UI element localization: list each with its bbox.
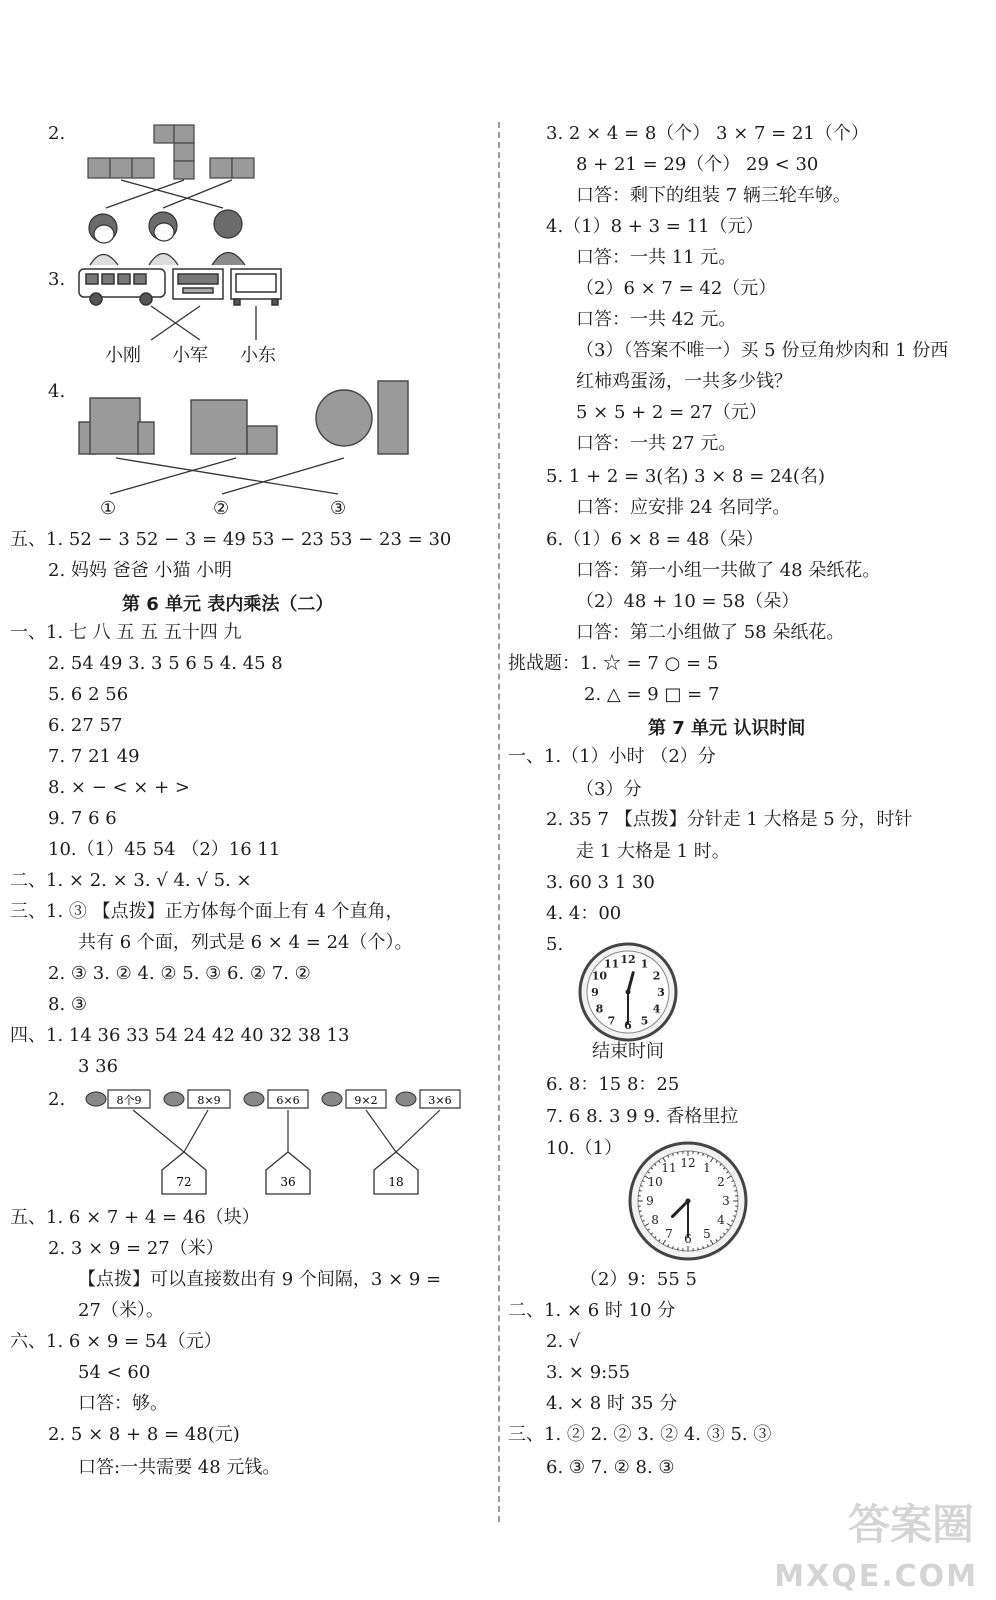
- t-section-1-q4: 4. 4：00: [546, 903, 622, 924]
- clock-numeral: 10: [647, 1175, 663, 1189]
- section-6-q1-answer: 口答：够。: [78, 1393, 168, 1414]
- watermark-url: MXQE.COM: [774, 1559, 978, 1594]
- view-block: [110, 158, 132, 178]
- view-block: [138, 422, 154, 454]
- t-section-1-q10-2: （2）9：55 5: [580, 1269, 697, 1290]
- r-q4-2: （2）6 × 7 = 42（元）: [576, 278, 777, 299]
- view-block: [174, 161, 194, 179]
- section-1-q6: 6. 27 57: [48, 715, 123, 736]
- clock-numeral: 11: [661, 1161, 677, 1176]
- bus-front-icon: [231, 269, 281, 305]
- view-block: [378, 381, 408, 454]
- q4-label: 4.: [48, 381, 66, 402]
- clock-numeral: 7: [607, 1014, 616, 1028]
- match-name: 小刚: [105, 345, 141, 366]
- t-section-2-q2: 2. √: [546, 1331, 581, 1352]
- animal-icon: [244, 1092, 264, 1106]
- r-q4-3-calc: 5 × 5 + 2 = 27（元）: [576, 402, 767, 423]
- clock-numeral: 12: [680, 1156, 696, 1170]
- circled-answer: ①: [100, 498, 117, 519]
- t-section-1-q10-label: 10.（1）: [546, 1138, 623, 1159]
- t-section-3-q1: 三、1. ② 2. ② 3. ② 4. ③ 5. ③: [508, 1424, 772, 1445]
- end-time-clock: [576, 942, 680, 1042]
- view-circle: [316, 390, 372, 446]
- section-4-q1: 四、1. 14 36 33 54 24 42 40 32 38 13: [10, 1025, 350, 1046]
- house-label: 18: [388, 1175, 404, 1189]
- boy-back-icon: [212, 210, 245, 265]
- clock-numeral: 10: [591, 969, 608, 983]
- view-block: [247, 426, 277, 454]
- view-block: [174, 125, 194, 143]
- section-3-q1-cont: 共有 6 个面，列式是 6 × 4 = 24（个）。: [78, 932, 413, 953]
- match-name: 小军: [172, 345, 208, 366]
- r-q4-3-cont: 红柿鸡蛋汤，一共多少钱？: [576, 371, 792, 392]
- t-section-1-q2-cont: 走 1 大格是 1 时。: [576, 841, 730, 862]
- view-block: [154, 125, 174, 143]
- r-q6-2: （2）48 + 10 = 58（朵）: [576, 591, 800, 612]
- t-section-1-q6: 6. 8：15 8：25: [546, 1074, 680, 1095]
- boy-icon: [89, 214, 118, 265]
- clock-numeral: 4: [717, 1213, 725, 1227]
- clock-tick: [734, 1211, 736, 1212]
- animal-icon: [396, 1092, 416, 1106]
- q2-label: 2.: [48, 123, 66, 144]
- clock-tick: [734, 1191, 736, 1192]
- bus-side-icon: [79, 269, 165, 305]
- clock-tick: [639, 1191, 641, 1192]
- watermark-brand: 答案圈: [847, 1500, 974, 1549]
- r-q3: 3. 2 × 4 = 8（个） 3 × 7 = 21（个）: [546, 123, 869, 144]
- bus-back-icon: [173, 269, 223, 299]
- clock-numeral: 1: [640, 957, 649, 971]
- animal-icon: [86, 1092, 106, 1106]
- clock-numeral: 12: [620, 953, 636, 966]
- t-section-1-q2: 2. 35 7 【点拨】分针走 1 大格是 5 分，时针: [546, 809, 913, 830]
- clock-numeral: 9: [591, 986, 599, 999]
- t-section-1-q5-label: 5.: [546, 934, 564, 955]
- circled-answer: ②: [213, 498, 230, 519]
- t-section-2-q1: 二、1. × 6 时 10 分: [508, 1300, 676, 1321]
- section-3-q8: 8. ③: [48, 994, 88, 1015]
- section-5-q1: 五、1. 52 − 3 52 − 3 = 49 53 − 23 53 − 23 = 30: [10, 529, 452, 550]
- house-label: 36: [280, 1175, 296, 1189]
- r-q4-3: （3）（答案不唯一）买 5 份豆角炒肉和 1 份西: [576, 340, 949, 361]
- view-block: [191, 400, 247, 454]
- animal-icon: [322, 1092, 342, 1106]
- q4-shape-view-figure: [76, 378, 416, 500]
- r-q4-1: 4.（1）8 + 3 = 11（元）: [546, 216, 764, 237]
- section-2-answers: 二、1. × 2. × 3. √ 4. √ 5. ×: [10, 870, 252, 891]
- section-1-q10: 10.（1）45 54 （2）16 11: [48, 839, 281, 860]
- section-6-q2-answer: 口答:一共需要 48 元钱。: [78, 1457, 281, 1478]
- q2-view-matching-figure: [78, 120, 278, 270]
- unit-7-heading: 第 7 单元 认识时间: [648, 718, 806, 739]
- r-q3-b: 8 + 21 = 29（个） 29 < 30: [576, 154, 819, 175]
- section-3-q1: 三、1. ③ 【点拨】正方体每个面上有 4 个直角，: [10, 901, 404, 922]
- clock-caption: 结束时间: [592, 1041, 664, 1062]
- r-q4-3-answer: 口答：一共 27 元。: [576, 433, 737, 454]
- r-q6-2-answer: 口答：第二小组做了 58 朵纸花。: [576, 622, 845, 643]
- match-name: 小东: [240, 345, 276, 366]
- r-q5: 5. 1 + 2 = 3(名) 3 × 8 = 24(名): [546, 466, 825, 487]
- clock-numeral: 5: [703, 1226, 711, 1241]
- section-4-q1-cont: 3 36: [78, 1056, 119, 1077]
- section-6-q2: 2. 5 × 8 + 8 = 48(元): [48, 1424, 240, 1445]
- section-1-q2: 2. 54 49 3. 3 5 6 5 4. 45 8: [48, 653, 283, 674]
- r-q6-1-answer: 口答：第一小组一共做了 48 朵纸花。: [576, 560, 881, 581]
- clock-numeral: 8: [651, 1213, 659, 1227]
- challenge-q1: 挑战题：1. ☆ = 7 ○ = 5: [508, 653, 719, 674]
- view-block: [232, 158, 254, 178]
- clock-numeral: 6: [624, 1019, 632, 1032]
- section-6-q1: 六、1. 6 × 9 = 54（元）: [10, 1331, 222, 1352]
- view-block: [90, 398, 140, 454]
- multiplication-matching-figure: [78, 1086, 468, 1196]
- clock-tick: [678, 1247, 679, 1249]
- clock-numeral: 5: [640, 1014, 649, 1028]
- view-block: [210, 158, 232, 178]
- clock-numeral: 4: [652, 1002, 661, 1016]
- t-section-1-q1-3: （3）分: [576, 779, 642, 800]
- section-1-q1: 一、1. 七 八 五 五 五十四 九: [10, 622, 242, 643]
- r-q3-answer: 口答：剩下的组装 7 辆三轮车够。: [576, 185, 851, 206]
- r-q4-1-answer: 口答：一共 11 元。: [576, 247, 737, 268]
- clock-numeral: 3: [722, 1194, 730, 1208]
- house-label: 72: [176, 1175, 192, 1189]
- clock-numeral: 2: [717, 1175, 725, 1189]
- clock-tick: [678, 1152, 679, 1154]
- section-1-q8: 8. × − < × + >: [48, 777, 190, 798]
- girl-icon: [149, 212, 178, 265]
- view-block: [88, 158, 110, 178]
- section-5-q2: 2. 妈妈 爸爸 小猫 小明: [48, 560, 233, 581]
- clock-numeral: 1: [703, 1161, 711, 1176]
- section-4-q2-label: 2.: [48, 1089, 66, 1110]
- card-label: 8×9: [197, 1094, 221, 1107]
- clock-numeral: 9: [646, 1194, 654, 1208]
- clock-tick: [698, 1247, 699, 1249]
- t-section-2-q4: 4. × 8 时 35 分: [546, 1393, 678, 1414]
- clock-numeral: 8: [595, 1002, 604, 1016]
- section-6-q1-compare: 54 < 60: [78, 1362, 151, 1383]
- r-q4-2-answer: 口答：一共 42 元。: [576, 309, 737, 330]
- q3-label: 3.: [48, 269, 66, 290]
- circled-answer: ③: [330, 498, 347, 519]
- clock-numeral: 2: [652, 969, 661, 983]
- column-divider: [498, 122, 500, 1522]
- t-section-1-q1: 一、1.（1）小时 （2）分: [508, 746, 716, 767]
- card-label: 9×2: [354, 1094, 378, 1107]
- animal-icon: [164, 1092, 184, 1106]
- section-1-q9: 9. 7 6 6: [48, 808, 117, 829]
- clock-numeral: 7: [665, 1226, 673, 1241]
- r-q6-1: 6.（1）6 × 8 = 48（朵）: [546, 529, 764, 550]
- unit-6-heading: 第 6 单元 表内乘法（二）: [122, 594, 334, 615]
- section-5b-q2-hint-cont: 27（米）。: [78, 1300, 164, 1321]
- question-10-clock: [626, 1140, 750, 1262]
- r-q5-answer: 口答：应安排 24 名同学。: [576, 497, 791, 518]
- section-1-q5: 5. 6 2 56: [48, 684, 129, 705]
- section-5b-q1: 五、1. 6 × 7 + 4 = 46（块）: [10, 1207, 260, 1228]
- clock-tick: [698, 1152, 699, 1154]
- section-1-q7: 7. 7 21 49: [48, 746, 140, 767]
- section-5b-q2: 2. 3 × 9 = 27（米）: [48, 1238, 224, 1259]
- t-section-2-q3: 3. × 9:55: [546, 1362, 631, 1383]
- t-section-1-q3: 3. 60 3 1 30: [546, 872, 655, 893]
- section-5b-q2-hint: 【点拨】可以直接数出有 9 个间隔，3 × 9 =: [78, 1269, 442, 1290]
- q3-vehicle-view-figure: [76, 264, 286, 344]
- section-3-q2: 2. ③ 3. ② 4. ② 5. ③ 6. ② 7. ②: [48, 963, 311, 984]
- t-section-3-q6: 6. ③ 7. ② 8. ③: [546, 1457, 675, 1478]
- clock-tick: [639, 1211, 641, 1212]
- clock-numeral: 11: [603, 957, 620, 971]
- card-label: 8个9: [116, 1094, 142, 1107]
- clock-numeral: 6: [684, 1232, 692, 1246]
- card-label: 3×6: [428, 1094, 452, 1107]
- view-block: [132, 158, 154, 178]
- challenge-q2: 2. △ = 9 □ = 7: [584, 684, 720, 705]
- clock-numeral: 3: [657, 986, 665, 999]
- t-section-1-q7: 7. 6 8. 3 9 9. 香格里拉: [546, 1106, 739, 1127]
- view-block: [174, 143, 194, 161]
- card-label: 6×6: [276, 1094, 300, 1107]
